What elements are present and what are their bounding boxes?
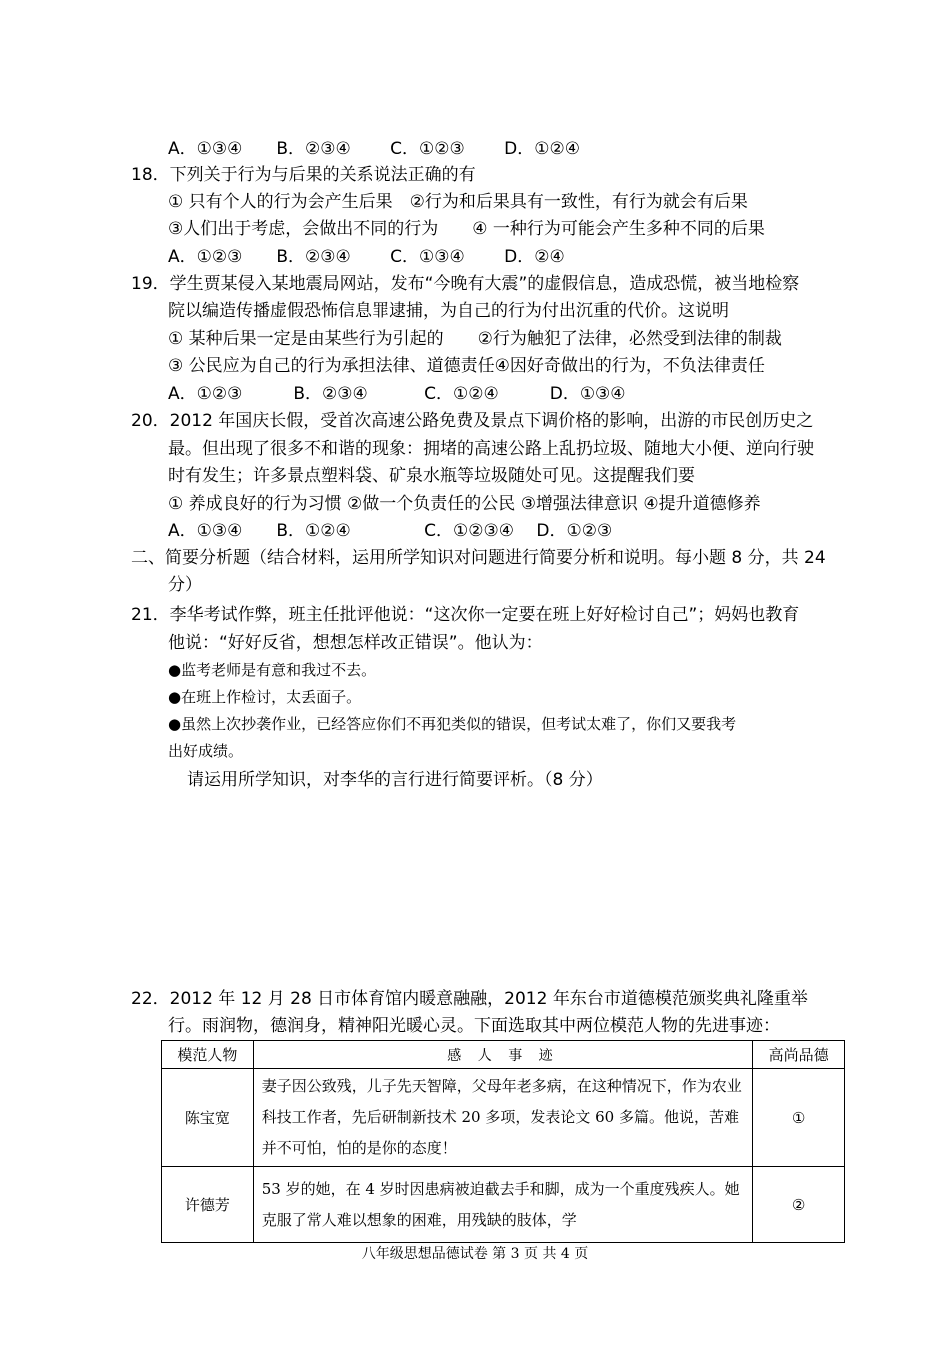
section2-heading-cont: 分） — [168, 575, 202, 595]
table-row — [162, 1069, 845, 1167]
q18-options: A．①②③ B．②③④ C．①③④ D．②④ — [168, 247, 565, 267]
q21-bullet-2: ●在班上作检讨，太丢面子。 — [168, 688, 362, 706]
q21-question: 请运用所学知识，对李华的言行进行简要评析。（8 分） — [187, 770, 603, 790]
q18-stem: 18．下列关于行为与后果的关系说法正确的有 — [131, 165, 476, 185]
header-model-person: 模范人物 — [162, 1041, 254, 1069]
q19-stem-line2: 院以编造传播虚假恐怖信息罪逮捕，为自己的行为付出沉重的代价。这说明 — [168, 301, 729, 321]
q20-stem-line3: 时有发生；许多景点塑料袋、矿泉水瓶等垃圾随处可见。这提醒我们要 — [168, 466, 695, 486]
q21-stem-line1: 21．李华考试作弊，班主任批评他说：“这次你一定要在班上好好检讨自己”；妈妈也教育 — [131, 605, 800, 625]
q18-statement-1-2: ① 只有个人的行为会产生后果 ②行为和后果具有一致性，有行为就会有后果 — [168, 192, 748, 212]
q20-options: A．①③④ B．①②④ C．①②③④ D．①②③ — [168, 521, 613, 541]
q19-statement-1-2: ① 某种后果一定是由某些行为引起的 ②行为触犯了法律，必然受到法律的制裁 — [168, 329, 782, 349]
q21-bullet-3: ●虽然上次抄袭作业，已经答应你们不再犯类似的错误，但考试太难了，你们又要我考 — [168, 715, 737, 733]
table-row — [162, 1167, 845, 1243]
q19-stem-line1: 19．学生贾某侵入某地震局网站，发布“今晚有大震”的虚假信息，造成恐慌，被当地检察 — [131, 274, 800, 294]
q17-options: A．①③④ B．②③④ C．①②③ D．①②④ — [168, 139, 580, 159]
q19-statement-3-4: ③ 公民应为自己的行为承担法律、道德责任④因好奇做出的行为，不负法律责任 — [168, 356, 765, 376]
model-virtue: ② — [753, 1167, 845, 1243]
q21-bullet-3-cont: 出好成绩。 — [168, 742, 244, 760]
q18-statement-3-4: ③人们出于考虑，会做出不同的行为 ④ 一种行为可能会产生多种不同的后果 — [168, 219, 765, 239]
model-name: 陈宝宽 — [162, 1069, 254, 1167]
model-name: 许德芳 — [162, 1167, 254, 1243]
model-story: 53 岁的她，在 4 岁时因患病被迫截去手和脚，成为一个重度残疾人。她克服了常人难以想象的困难，用残缺的肢体，学 — [253, 1167, 753, 1243]
role-model-table — [161, 1040, 845, 1243]
model-virtue: ① — [753, 1069, 845, 1167]
header-story: 感 人 事 迹 — [253, 1041, 753, 1069]
q22-stem-line2: 行。雨润物，德润身，精神阳光暖心灵。下面选取其中两位模范人物的先进事迹： — [168, 1016, 780, 1036]
section2-heading: 二、简要分析题（结合材料，运用所学知识对问题进行简要分析和说明。每小题 8 分，共 24 — [131, 548, 826, 568]
q20-stem-line1: 20．2012 年国庆长假，受首次高速公路免费及景点下调价格的影响，出游的市民创历史之 — [131, 411, 814, 431]
q20-statements: ① 养成良好的行为习惯 ②做一个负责任的公民 ③增强法律意识 ④提升道德修养 — [168, 494, 761, 514]
page-footer: 八年级思想品德试卷 第 3 页 共 4 页 — [361, 1246, 589, 1262]
table-header-row — [162, 1041, 845, 1069]
q21-bullet-1: ●监考老师是有意和我过不去。 — [168, 661, 377, 679]
model-story: 妻子因公致残，儿子先天智障，父母年老多病，在这种情况下，作为农业科技工作者，先后研制新技术 20 多项，发表论文 60 多篇。他说，苦难并不可怕，怕的是你的态度！ — [253, 1069, 753, 1167]
q22-stem-line1: 22．2012 年 12 月 28 日市体育馆内暖意融融，2012 年东台市道德模范颁奖典礼隆重举 — [131, 989, 808, 1009]
q19-options: A．①②③ B．②③④ C．①②④ D．①③④ — [168, 384, 626, 404]
q20-stem-line2: 最。但出现了很多不和谐的现象：拥堵的高速公路上乱扔垃圾、随地大小便、逆向行驶 — [168, 439, 814, 459]
header-virtue: 高尚品德 — [753, 1041, 845, 1069]
q21-stem-line2: 他说：“好好反省，想想怎样改正错误”。他认为： — [168, 633, 543, 653]
